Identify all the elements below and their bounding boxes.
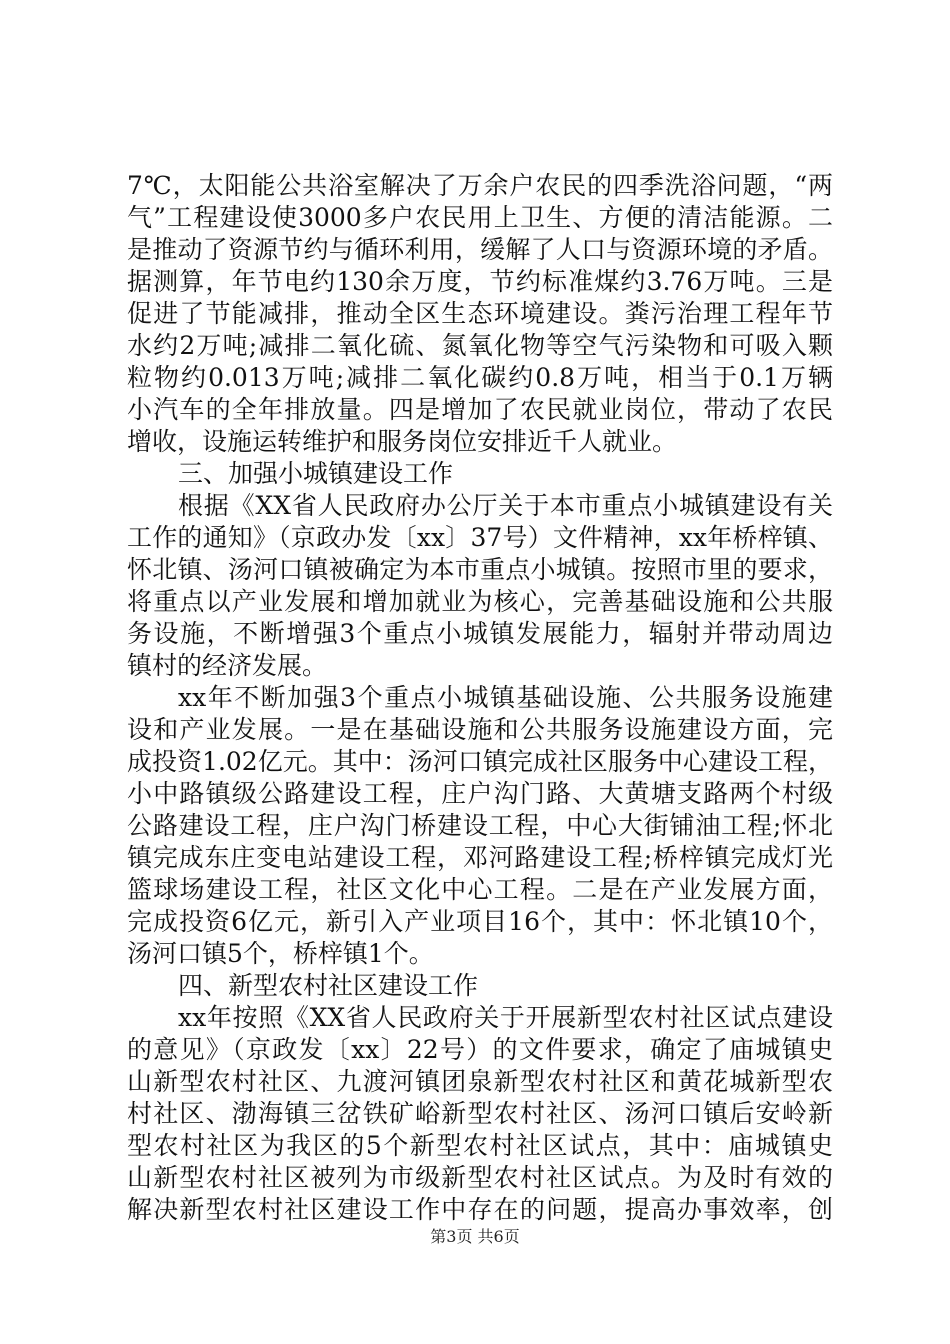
text-line: 解决新型农村社区建设工作中存在的问题，提高办事效率，创: [127, 1195, 833, 1224]
text-line: 工作的通知》（京政办发〔xx〕37号）文件精神，xx年桥梓镇、: [127, 523, 833, 552]
text-line: 促进了节能减排，推动全区生态环境建设。粪污治理工程年节: [127, 299, 833, 328]
text-line: 山新型农村社区、九渡河镇团泉新型农村社区和黄花城新型农: [127, 1067, 833, 1096]
text-line: 怀北镇、汤河口镇被确定为本市重点小城镇。按照市里的要求，: [127, 555, 833, 584]
document-body: [127, 170, 833, 1226]
text-line: 三、加强小城镇建设工作: [178, 459, 454, 488]
text-line: 小中路镇级公路建设工程，庄户沟门路、大黄塘支路两个村级: [127, 779, 833, 808]
text-line: 小汽车的全年排放量。四是增加了农民就业岗位，带动了农民: [127, 395, 833, 424]
text-line: 气”工程建设使3000多户农民用上卫生、方便的清洁能源。二: [127, 203, 833, 232]
text-line: 7℃，太阳能公共浴室解决了万余户农民的四季洗浴问题，“两: [127, 171, 833, 200]
text-line: 根据《XX省人民政府办公厅关于本市重点小城镇建设有关: [178, 491, 833, 520]
text-line: 务设施，不断增强3个重点小城镇发展能力，辐射并带动周边: [127, 619, 833, 648]
text-line: xx年不断加强3个重点小城镇基础设施、公共服务设施建: [178, 683, 833, 712]
text-line: 水约2万吨;减排二氧化硫、氮氧化物等空气污染物和可吸入颗: [127, 331, 833, 360]
text-line: 设和产业发展。一是在基础设施和公共服务设施建设方面，完: [127, 715, 833, 744]
text-line: 篮球场建设工程，社区文化中心工程。二是在产业发展方面，: [127, 875, 833, 904]
text-line: 的意见》（京政发〔xx〕22号）的文件要求，确定了庙城镇史: [127, 1035, 833, 1064]
text-line: 将重点以产业发展和增加就业为核心，完善基础设施和公共服: [127, 587, 833, 616]
text-line: 镇完成东庄变电站建设工程，邓河路建设工程;桥梓镇完成灯光: [127, 843, 833, 872]
text-line: 型农村社区为我区的5个新型农村社区试点，其中：庙城镇史: [127, 1131, 833, 1160]
text-line: 成投资1.02亿元。其中：汤河口镇完成社区服务中心建设工程，: [127, 747, 833, 776]
text-line: 村社区、渤海镇三岔铁矿峪新型农村社区、汤河口镇后安岭新: [127, 1099, 833, 1128]
text-line: 完成投资6亿元，新引入产业项目16个，其中：怀北镇10个，: [127, 907, 833, 936]
text-line: 汤河口镇5个，桥梓镇1个。: [127, 939, 434, 968]
text-line: 粒物约0.013万吨;减排二氧化碳约0.8万吨，相当于0.1万辆: [127, 363, 833, 392]
text-line: 是推动了资源节约与循环利用，缓解了人口与资源环境的矛盾。: [127, 235, 833, 264]
text-line: xx年按照《XX省人民政府关于开展新型农村社区试点建设: [178, 1003, 833, 1032]
text-line: 公路建设工程，庄户沟门桥建设工程，中心大街铺油工程;怀北: [127, 811, 833, 840]
page-footer: 第3页 共6页: [430, 1227, 520, 1246]
text-line: 山新型农村社区被列为市级新型农村社区试点。为及时有效的: [127, 1163, 833, 1192]
text-line: 镇村的经济发展。: [127, 651, 328, 680]
text-line: 据测算，年节电约130余万度，节约标准煤约3.76万吨。三是: [127, 267, 833, 296]
text-line: 增收，设施运转维护和服务岗位安排近千人就业。: [127, 427, 678, 456]
text-line: 四、新型农村社区建设工作: [178, 971, 479, 1000]
